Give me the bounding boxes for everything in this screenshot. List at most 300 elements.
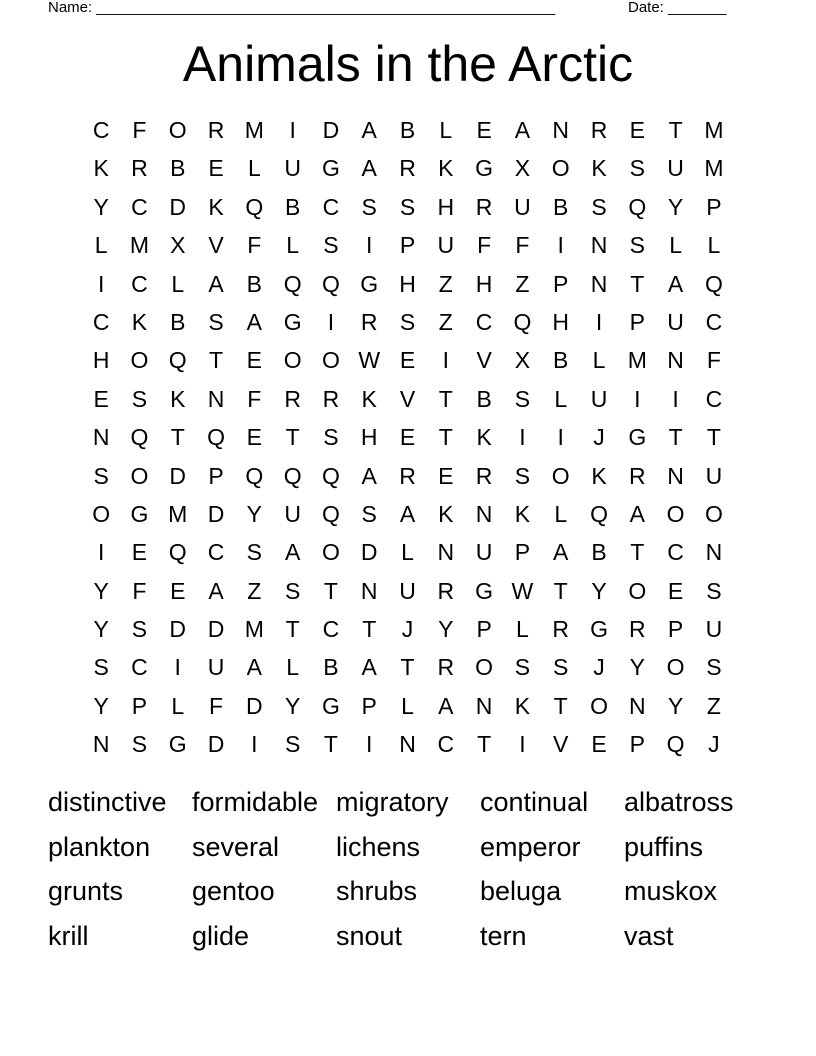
word-bank-item: albatross [624, 787, 734, 817]
grid-letter: K [476, 424, 492, 451]
grid-letter: Q [283, 270, 302, 297]
grid-letter: A [438, 692, 454, 719]
grid-letter: A [208, 270, 224, 297]
grid-letter: F [209, 692, 224, 719]
grid-letter: K [170, 385, 186, 412]
grid-letter: B [476, 385, 492, 412]
grid-letter: T [285, 424, 300, 451]
word-bank-item: glide [192, 920, 250, 951]
grid-letter: U [475, 539, 493, 566]
grid-letter: C [131, 193, 148, 220]
grid-letter: T [553, 577, 568, 604]
grid-letter: X [170, 232, 186, 259]
grid-letter: N [590, 232, 608, 259]
grid-letter: K [93, 155, 109, 182]
grid-letter: Q [168, 347, 187, 374]
grid-letter: S [361, 500, 377, 527]
grid-row [82, 690, 734, 728]
grid-letter: L [171, 270, 185, 297]
grid-letter: G [360, 270, 379, 297]
grid-letter: I [557, 232, 564, 259]
grid-letter: O [92, 500, 111, 527]
grid-letter: U [284, 500, 301, 527]
grid-letter: Y [93, 193, 109, 220]
grid-letter: Q [207, 424, 225, 451]
grid-letter: M [244, 117, 264, 143]
grid-letter: S [553, 654, 569, 681]
grid-letter: O [551, 462, 570, 489]
grid-letter: D [169, 193, 187, 220]
word-bank-item: emperor [480, 831, 581, 862]
grid-letter: S [131, 616, 148, 643]
grid-letter: S [93, 462, 109, 489]
grid-letter: U [705, 462, 723, 489]
grid-letter: Q [321, 270, 340, 297]
grid-letter: U [284, 155, 301, 182]
grid-letter: L [94, 232, 108, 259]
grid-letter: N [437, 539, 455, 566]
grid-letter: T [323, 731, 338, 758]
grid-row [82, 575, 734, 613]
word-bank-item: muskox [624, 876, 718, 907]
grid-letter: V [476, 347, 492, 374]
grid-letter: S [93, 654, 109, 681]
grid-letter: Q [628, 193, 647, 220]
grid-letter: T [323, 577, 338, 604]
grid-letter: E [131, 539, 148, 566]
grid-letter: I [519, 424, 526, 451]
worksheet-header [48, 0, 748, 20]
grid-letter: M [129, 232, 150, 259]
grid-letter: R [628, 462, 646, 489]
grid-letter: I [251, 731, 258, 758]
grid-letter: M [244, 616, 264, 643]
grid-letter: B [399, 117, 416, 143]
grid-letter: G [283, 308, 302, 335]
grid-letter: S [514, 385, 531, 412]
grid-letter: Y [284, 692, 301, 719]
grid-letter: P [629, 731, 645, 758]
grid-letter: U [437, 232, 455, 259]
grid-letter: X [514, 347, 531, 374]
grid-letter: G [628, 424, 647, 451]
grid-letter: O [666, 654, 685, 681]
grid-letter: X [514, 155, 531, 182]
grid-letter: L [401, 692, 414, 719]
grid-letter: C [131, 654, 148, 681]
grid-letter: O [551, 155, 570, 182]
grid-letter: K [591, 155, 607, 182]
grid-letter: L [669, 232, 682, 259]
grid-letter: R [475, 462, 493, 489]
grid-letter: I [442, 347, 450, 374]
grid-letter: N [207, 385, 225, 412]
grid-letter: O [168, 117, 187, 143]
grid-letter: B [170, 308, 186, 335]
grid-row [82, 651, 734, 689]
grid-row [82, 421, 734, 459]
grid-letter: B [170, 155, 186, 182]
page-title: Animals in the Arctic [182, 36, 634, 92]
grid-letter: T [668, 424, 683, 451]
grid-letter: R [360, 308, 378, 335]
grid-letter: S [514, 462, 531, 489]
grid-letter: R [322, 385, 340, 412]
grid-row [82, 498, 734, 536]
grid-letter: H [437, 193, 455, 220]
grid-letter: G [475, 577, 494, 604]
grid-letter: M [168, 500, 188, 527]
grid-letter: S [208, 308, 224, 335]
grid-letter: L [171, 692, 185, 719]
grid-letter: Q [130, 424, 149, 451]
grid-letter: Z [247, 577, 262, 604]
grid-letter: O [321, 539, 340, 566]
grid-letter: I [97, 270, 105, 297]
word-bank-item: snout [336, 920, 403, 951]
grid-letter: L [286, 654, 300, 681]
word-bank-item: gentoo [192, 876, 275, 907]
grid-letter: A [514, 117, 531, 143]
grid-letter: Y [667, 193, 684, 220]
word-bank-item: distinctive [48, 787, 167, 817]
grid-letter: S [131, 731, 148, 758]
grid-letter: C [705, 308, 723, 335]
grid-letter: C [131, 270, 148, 297]
grid-letter: E [629, 117, 645, 143]
grid-letter: E [591, 731, 607, 758]
grid-letter: I [97, 539, 105, 566]
grid-letter: D [322, 117, 340, 143]
grid-letter: U [667, 155, 684, 182]
grid-letter: Y [93, 577, 109, 604]
grid-letter: O [130, 347, 149, 374]
grid-letter: I [289, 117, 296, 143]
grid-letter: R [475, 193, 493, 220]
grid-letter: O [704, 500, 723, 527]
grid-letter: N [590, 270, 608, 297]
grid-letter: K [131, 308, 148, 335]
grid-letter: B [553, 193, 569, 220]
grid-letter: L [554, 385, 568, 412]
grid-letter: I [519, 731, 526, 758]
grid-letter: N [92, 731, 110, 758]
grid-letter: H [92, 347, 110, 374]
grid-letter: R [437, 577, 455, 604]
grid-letter: H [475, 270, 493, 297]
grid-letter: G [475, 155, 494, 182]
grid-letter: K [438, 155, 454, 182]
grid-letter: Z [438, 270, 453, 297]
grid-letter: Q [513, 308, 532, 335]
grid-letter: L [439, 117, 453, 143]
grid-letter: P [399, 232, 416, 259]
word-bank-item: migratory [336, 787, 449, 817]
word-bank-item: krill [48, 920, 89, 951]
grid-letter: V [553, 731, 569, 758]
grid-letter: B [591, 539, 607, 566]
grid-letter: O [666, 500, 685, 527]
grid-letter: C [92, 117, 110, 143]
grid-letter: Y [629, 654, 645, 681]
grid-letter: S [514, 654, 531, 681]
grid-letter: Q [590, 500, 608, 527]
grid-letter: K [514, 500, 531, 527]
grid-letter: R [207, 117, 225, 143]
grid-letter: C [705, 385, 723, 412]
name-label: Name: _______________________________________________________ [48, 0, 556, 16]
word-bank-item: formidable [192, 787, 319, 817]
grid-letter: T [668, 117, 683, 143]
word-bank-item: tern [480, 920, 527, 951]
grid-letter: F [477, 232, 492, 259]
grid-letter: E [438, 462, 454, 489]
letter-grid [82, 114, 734, 767]
grid-letter: Y [93, 692, 109, 719]
grid-letter: Y [246, 500, 262, 527]
grid-letter: B [246, 270, 262, 297]
grid-letter: C [437, 731, 455, 758]
grid-letter: E [399, 347, 416, 374]
grid-letter: A [361, 654, 377, 681]
grid-letter: R [399, 155, 416, 182]
grid-letter: S [323, 232, 339, 259]
grid-letter: J [401, 616, 414, 643]
word-bank-item: several [192, 831, 280, 862]
grid-letter: P [131, 692, 148, 719]
grid-letter: A [284, 539, 301, 566]
grid-letter: P [476, 616, 492, 643]
grid-letter: T [209, 347, 224, 374]
grid-letter: N [475, 692, 493, 719]
grid-letter: R [399, 462, 416, 489]
grid-row [82, 728, 734, 766]
grid-letter: N [667, 462, 684, 489]
grid-letter: C [92, 308, 110, 335]
grid-letter: H [399, 270, 416, 297]
grid-letter: A [361, 462, 377, 489]
grid-letter: G [168, 731, 187, 758]
grid-letter: I [557, 424, 564, 451]
grid-letter: A [246, 654, 262, 681]
grid-letter: A [246, 308, 262, 335]
grid-letter: P [514, 539, 531, 566]
grid-letter: V [208, 232, 224, 259]
grid-letter: T [553, 692, 568, 719]
grid-letter: I [672, 385, 679, 412]
grid-letter: I [366, 232, 373, 259]
grid-letter: M [704, 117, 724, 143]
grid-letter: N [667, 347, 684, 374]
grid-letter: Z [706, 692, 721, 719]
grid-letter: T [706, 424, 721, 451]
grid-letter: Q [168, 539, 187, 566]
grid-letter: E [170, 577, 186, 604]
grid-letter: R [131, 155, 148, 182]
grid-letter: S [323, 424, 339, 451]
grid-letter: Y [438, 616, 454, 643]
grid-letter: T [362, 616, 377, 643]
grid-letter: E [667, 577, 684, 604]
grid-letter: K [438, 500, 454, 527]
grid-letter: F [706, 347, 721, 374]
grid-letter: Y [591, 577, 607, 604]
grid-letter: I [634, 385, 641, 412]
grid-letter: K [514, 692, 531, 719]
grid-letter: S [706, 654, 722, 681]
grid-letter: A [361, 117, 377, 143]
grid-letter: F [515, 232, 530, 259]
word-bank-item: beluga [480, 876, 562, 907]
grid-letter: A [361, 155, 377, 182]
grid-letter: B [323, 654, 339, 681]
grid-letter: S [246, 539, 262, 566]
grid-letter: M [704, 155, 724, 182]
grid-letter: D [207, 500, 225, 527]
grid-letter: Q [245, 193, 264, 220]
grid-letter: S [591, 193, 607, 220]
grid-letter: Z [438, 308, 453, 335]
grid-row [82, 229, 734, 267]
grid-letter: G [321, 692, 340, 719]
grid-letter: P [208, 462, 224, 489]
grid-letter: N [475, 500, 493, 527]
grid-row [82, 152, 734, 190]
grid-letter: T [477, 731, 492, 758]
grid-letter: Y [93, 616, 109, 643]
grid-letter: P [706, 193, 722, 220]
grid-letter: O [590, 692, 608, 719]
grid-row [82, 191, 734, 229]
grid-letter: O [475, 654, 494, 681]
word-bank-item: lichens [336, 831, 421, 862]
grid-letter: V [399, 385, 416, 412]
grid-letter: U [590, 385, 608, 412]
grid-letter: J [708, 731, 720, 758]
grid-letter: E [476, 117, 492, 143]
word-bank-item: continual [480, 787, 589, 817]
grid-letter: N [92, 424, 110, 451]
grid-letter: W [511, 577, 534, 604]
grid-letter: T [438, 424, 453, 451]
grid-row [82, 536, 734, 574]
grid-letter: G [321, 155, 340, 182]
grid-letter: N [399, 731, 416, 758]
grid-letter: P [667, 616, 684, 643]
grid-letter: A [629, 500, 645, 527]
grid-letter: F [247, 232, 262, 259]
grid-letter: G [130, 500, 149, 527]
grid-letter: Q [245, 462, 264, 489]
word-bank-item: grunts [48, 876, 124, 907]
grid-letter: Q [666, 731, 685, 758]
grid-row [82, 268, 734, 306]
grid-letter: K [361, 385, 377, 412]
grid-letter: N [552, 117, 570, 143]
grid-letter: Q [283, 462, 302, 489]
grid-letter: C [207, 539, 225, 566]
grid-letter: P [361, 692, 377, 719]
grid-row [82, 460, 734, 498]
grid-letter: U [399, 577, 416, 604]
grid-letter: E [208, 155, 224, 182]
grid-letter: H [360, 424, 378, 451]
grid-letter: E [246, 424, 262, 451]
grid-letter: T [630, 539, 645, 566]
grid-letter: L [286, 232, 300, 259]
grid-letter: T [285, 616, 300, 643]
grid-letter: O [321, 347, 340, 374]
grid-letter: R [552, 616, 570, 643]
grid-letter: R [437, 654, 455, 681]
grid-letter: D [207, 731, 225, 758]
grid-letter: F [247, 385, 262, 412]
word-bank-item: shrubs [336, 876, 418, 907]
grid-letter: S [706, 577, 722, 604]
grid-row [82, 383, 734, 421]
word-bank-item: puffins [624, 831, 704, 862]
grid-letter: K [591, 462, 607, 489]
grid-letter: I [174, 654, 181, 681]
grid-letter: W [358, 347, 381, 374]
grid-letter: Z [515, 270, 530, 297]
grid-letter: M [627, 347, 647, 374]
grid-letter: L [707, 232, 721, 259]
grid-letter: U [667, 308, 684, 335]
grid-letter: N [628, 692, 646, 719]
grid-letter: Q [321, 500, 340, 527]
grid-letter: U [514, 193, 531, 220]
grid-letter: F [132, 577, 147, 604]
word-bank-item: vast [624, 920, 674, 951]
grid-letter: U [207, 654, 225, 681]
grid-letter: Q [321, 462, 340, 489]
grid-letter: S [629, 232, 645, 259]
grid-row [82, 306, 734, 344]
grid-letter: T [400, 654, 415, 681]
grid-letter: A [667, 270, 684, 297]
grid-letter: L [516, 616, 529, 643]
grid-letter: C [322, 193, 340, 220]
grid-letter: S [131, 385, 148, 412]
grid-letter: O [283, 347, 302, 374]
grid-letter: P [629, 308, 645, 335]
grid-letter: S [629, 155, 645, 182]
grid-letter: C [667, 539, 684, 566]
grid-letter: D [169, 616, 187, 643]
grid-letter: D [360, 539, 378, 566]
grid-letter: J [593, 424, 605, 451]
grid-letter: T [170, 424, 185, 451]
grid-row [82, 344, 734, 382]
grid-letter: O [628, 577, 647, 604]
grid-letter: D [246, 692, 263, 719]
grid-letter: R [590, 117, 608, 143]
grid-letter: A [553, 539, 569, 566]
grid-letter: B [284, 193, 301, 220]
grid-letter: S [361, 193, 377, 220]
grid-letter: G [590, 616, 608, 643]
grid-letter: S [284, 577, 301, 604]
grid-letter: L [401, 539, 414, 566]
grid-letter: E [399, 424, 416, 451]
grid-letter: E [246, 347, 262, 374]
grid-letter: R [628, 616, 646, 643]
grid-letter: P [553, 270, 569, 297]
grid-letter: Q [704, 270, 723, 297]
grid-letter: D [207, 616, 225, 643]
grid-letter: D [169, 462, 187, 489]
